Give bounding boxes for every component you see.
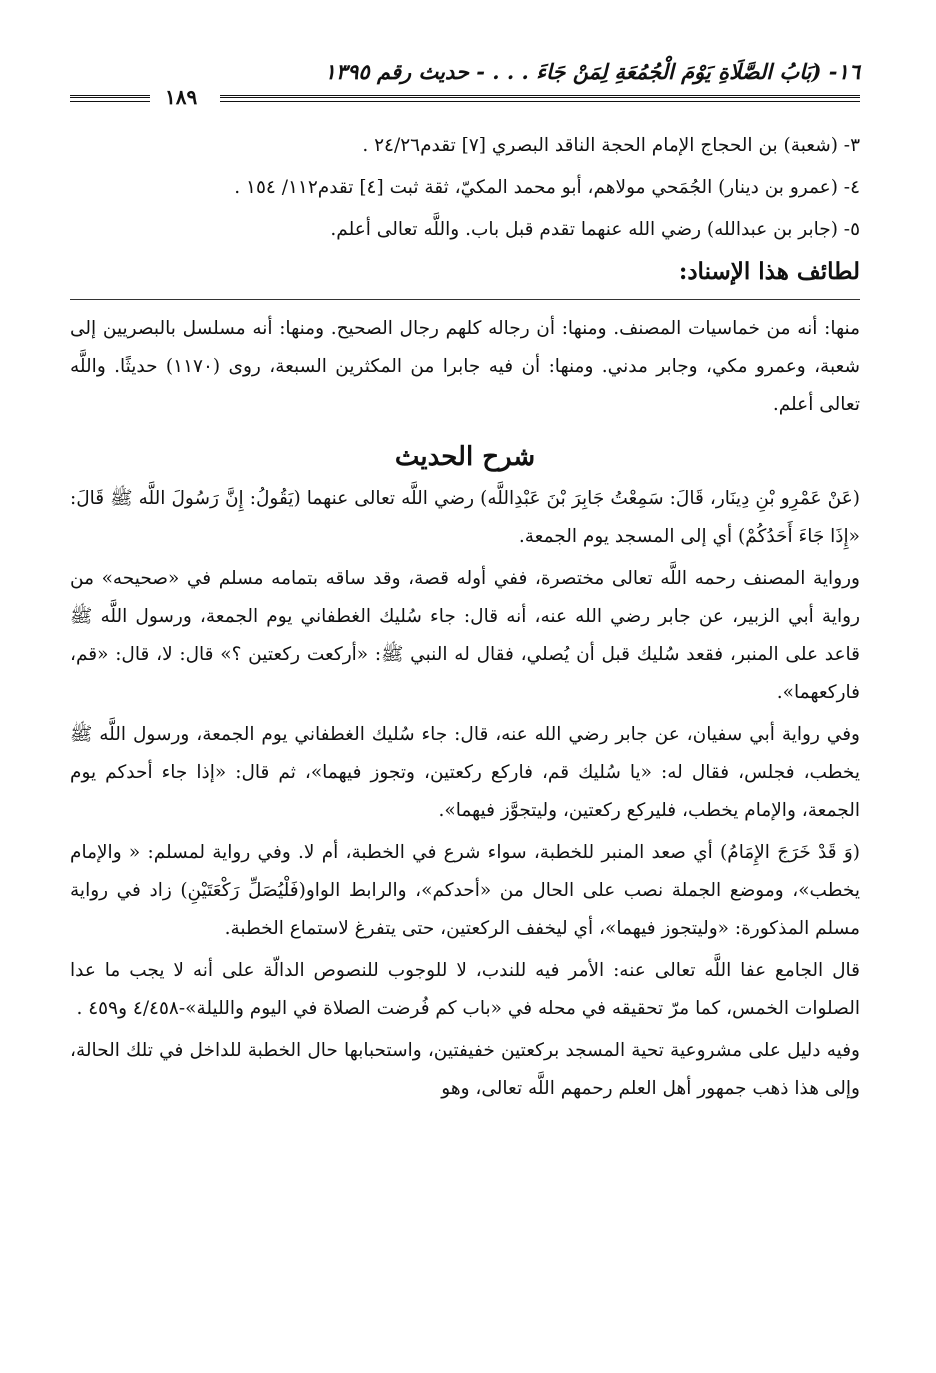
- running-title: ١٦- (بَابُ الصَّلَاةِ يَوْمَ الْجُمُعَةِ لِمَنْ جَاءَ . . . - حديث رقم ١٣٩٥: [324, 59, 860, 84]
- page-content: [70, 127, 860, 1108]
- section-divider: [70, 299, 860, 300]
- lataif-heading: لطائف هذا الإسناد:: [678, 258, 860, 285]
- sharh-heading: شرح الحديث: [394, 442, 536, 472]
- page-number-rule: [70, 95, 150, 102]
- page-header: [70, 55, 860, 109]
- sharh-paragraph: وفيه دليل على مشروعية تحية المسجد بركعتين خفيفتين، واستحبابها حال الخطبة للداخل في تلك الحالة، وإلى هذا ذهب جمهور أهل العلم رحمهم اللَّه تعالى، وهو: [70, 1040, 860, 1099]
- sharh-paragraph: (وَ قَدْ خَرَجَ الإِمَامُ) أي صعد المنبر للخطبة، سواء شرع في الخطبة، أم لا. وفي رواية لمسلم: « والإمام يخطب»، وموضع الجملة نصب على الحال من «أحدكم»، والرابط الواو(فَلْيُصَلِّ رَكْعَتَيْنِ) زاد في رواية مسلم المذكورة: «وليتجوز فيهما»، أي ليخفف الركعتين، حتى يتفرغ لاستماع الخطبة.: [70, 842, 860, 939]
- narrator-entry: ٥- (جابر بن عبدالله) رضي الله عنهما تقدم قبل باب. واللَّه تعالى أعلم.: [330, 219, 860, 240]
- sharh-paragraph: وفي رواية أبي سفيان، عن جابر رضي الله عنه، قال: جاء سُليك الغطفاني يوم الجمعة، ورسول اللَّه ﷺ يخطب، فجلس، فقال له: «يا سُليك قم، فاركع ركعتين، وتجوز فيهما»، ثم قال: «إذا جاء أحدكم يوم الجمعة، والإمام يخطب، فليركع ركعتين، وليتجوَّز فيهما».: [70, 724, 860, 821]
- sharh-paragraph: (عَنْ عَمْرِو بْنِ دِينَار، قَالَ: سَمِعْتُ جَابِرَ بْنَ عَبْدِاللَّه) رضي اللَّه تعالى عنهما (يَقُولُ: إِنَّ رَسُولَ اللَّه ﷺ قَالَ: «إِذَا جَاءَ أَحَدُكُمْ) أي إلى المسجد يوم الجمعة.: [70, 488, 860, 547]
- document-page: [70, 55, 860, 1112]
- narrator-entry: ٤- (عمرو بن دينار) الجُمَحي مولاهم، أبو محمد المكيّ، ثقة ثبت [٤] تقدم١١٢/ ١٥٤ .: [234, 177, 860, 198]
- sharh-paragraph: قال الجامع عفا اللَّه تعالى عنه: الأمر فيه للندب، لا للوجوب للنصوص الدالّة على أنه لا يجب ما عدا الصلوات الخمس، كما مرّ تحقيقه في محله في «باب كم فُرضت الصلاة في اليوم والليلة»-٤/٤٥٨ و٤٥٩ .: [70, 960, 860, 1019]
- header-rule: [220, 95, 860, 102]
- lataif-text: منها: أنه من خماسيات المصنف. ومنها: أن رجاله كلهم رجال الصحيح. ومنها: أنه مسلسل بالبصريين إلى شعبة، وعمرو مكي، وجابر مدني. ومنها: أن فيه جابرا من المكثرين السبعة، روى (١١٧٠) حديثًا. واللَّه تعالى أعلم.: [70, 318, 860, 415]
- page-number: ١٨٩: [165, 85, 198, 109]
- sharh-paragraph: ورواية المصنف رحمه اللَّه تعالى مختصرة، ففي أوله قصة، وقد ساقه بتمامه مسلم في «صحيحه» من رواية أبي الزبير، عن جابر رضي الله عنه، أنه قال: جاء سُليك الغطفاني يوم الجمعة، ورسول اللَّه ﷺ قاعد على المنبر، فقعد سُليك قبل أن يُصلي، فقال له النبي ﷺ: «أركعت ركعتين ؟» قال: لا، قال: «قم، فاركعهما».: [70, 568, 860, 703]
- narrator-entry: ٣- (شعبة) بن الحجاج الإمام الحجة الناقد البصري [٧] تقدم٢٤/٢٦ .: [362, 135, 860, 156]
